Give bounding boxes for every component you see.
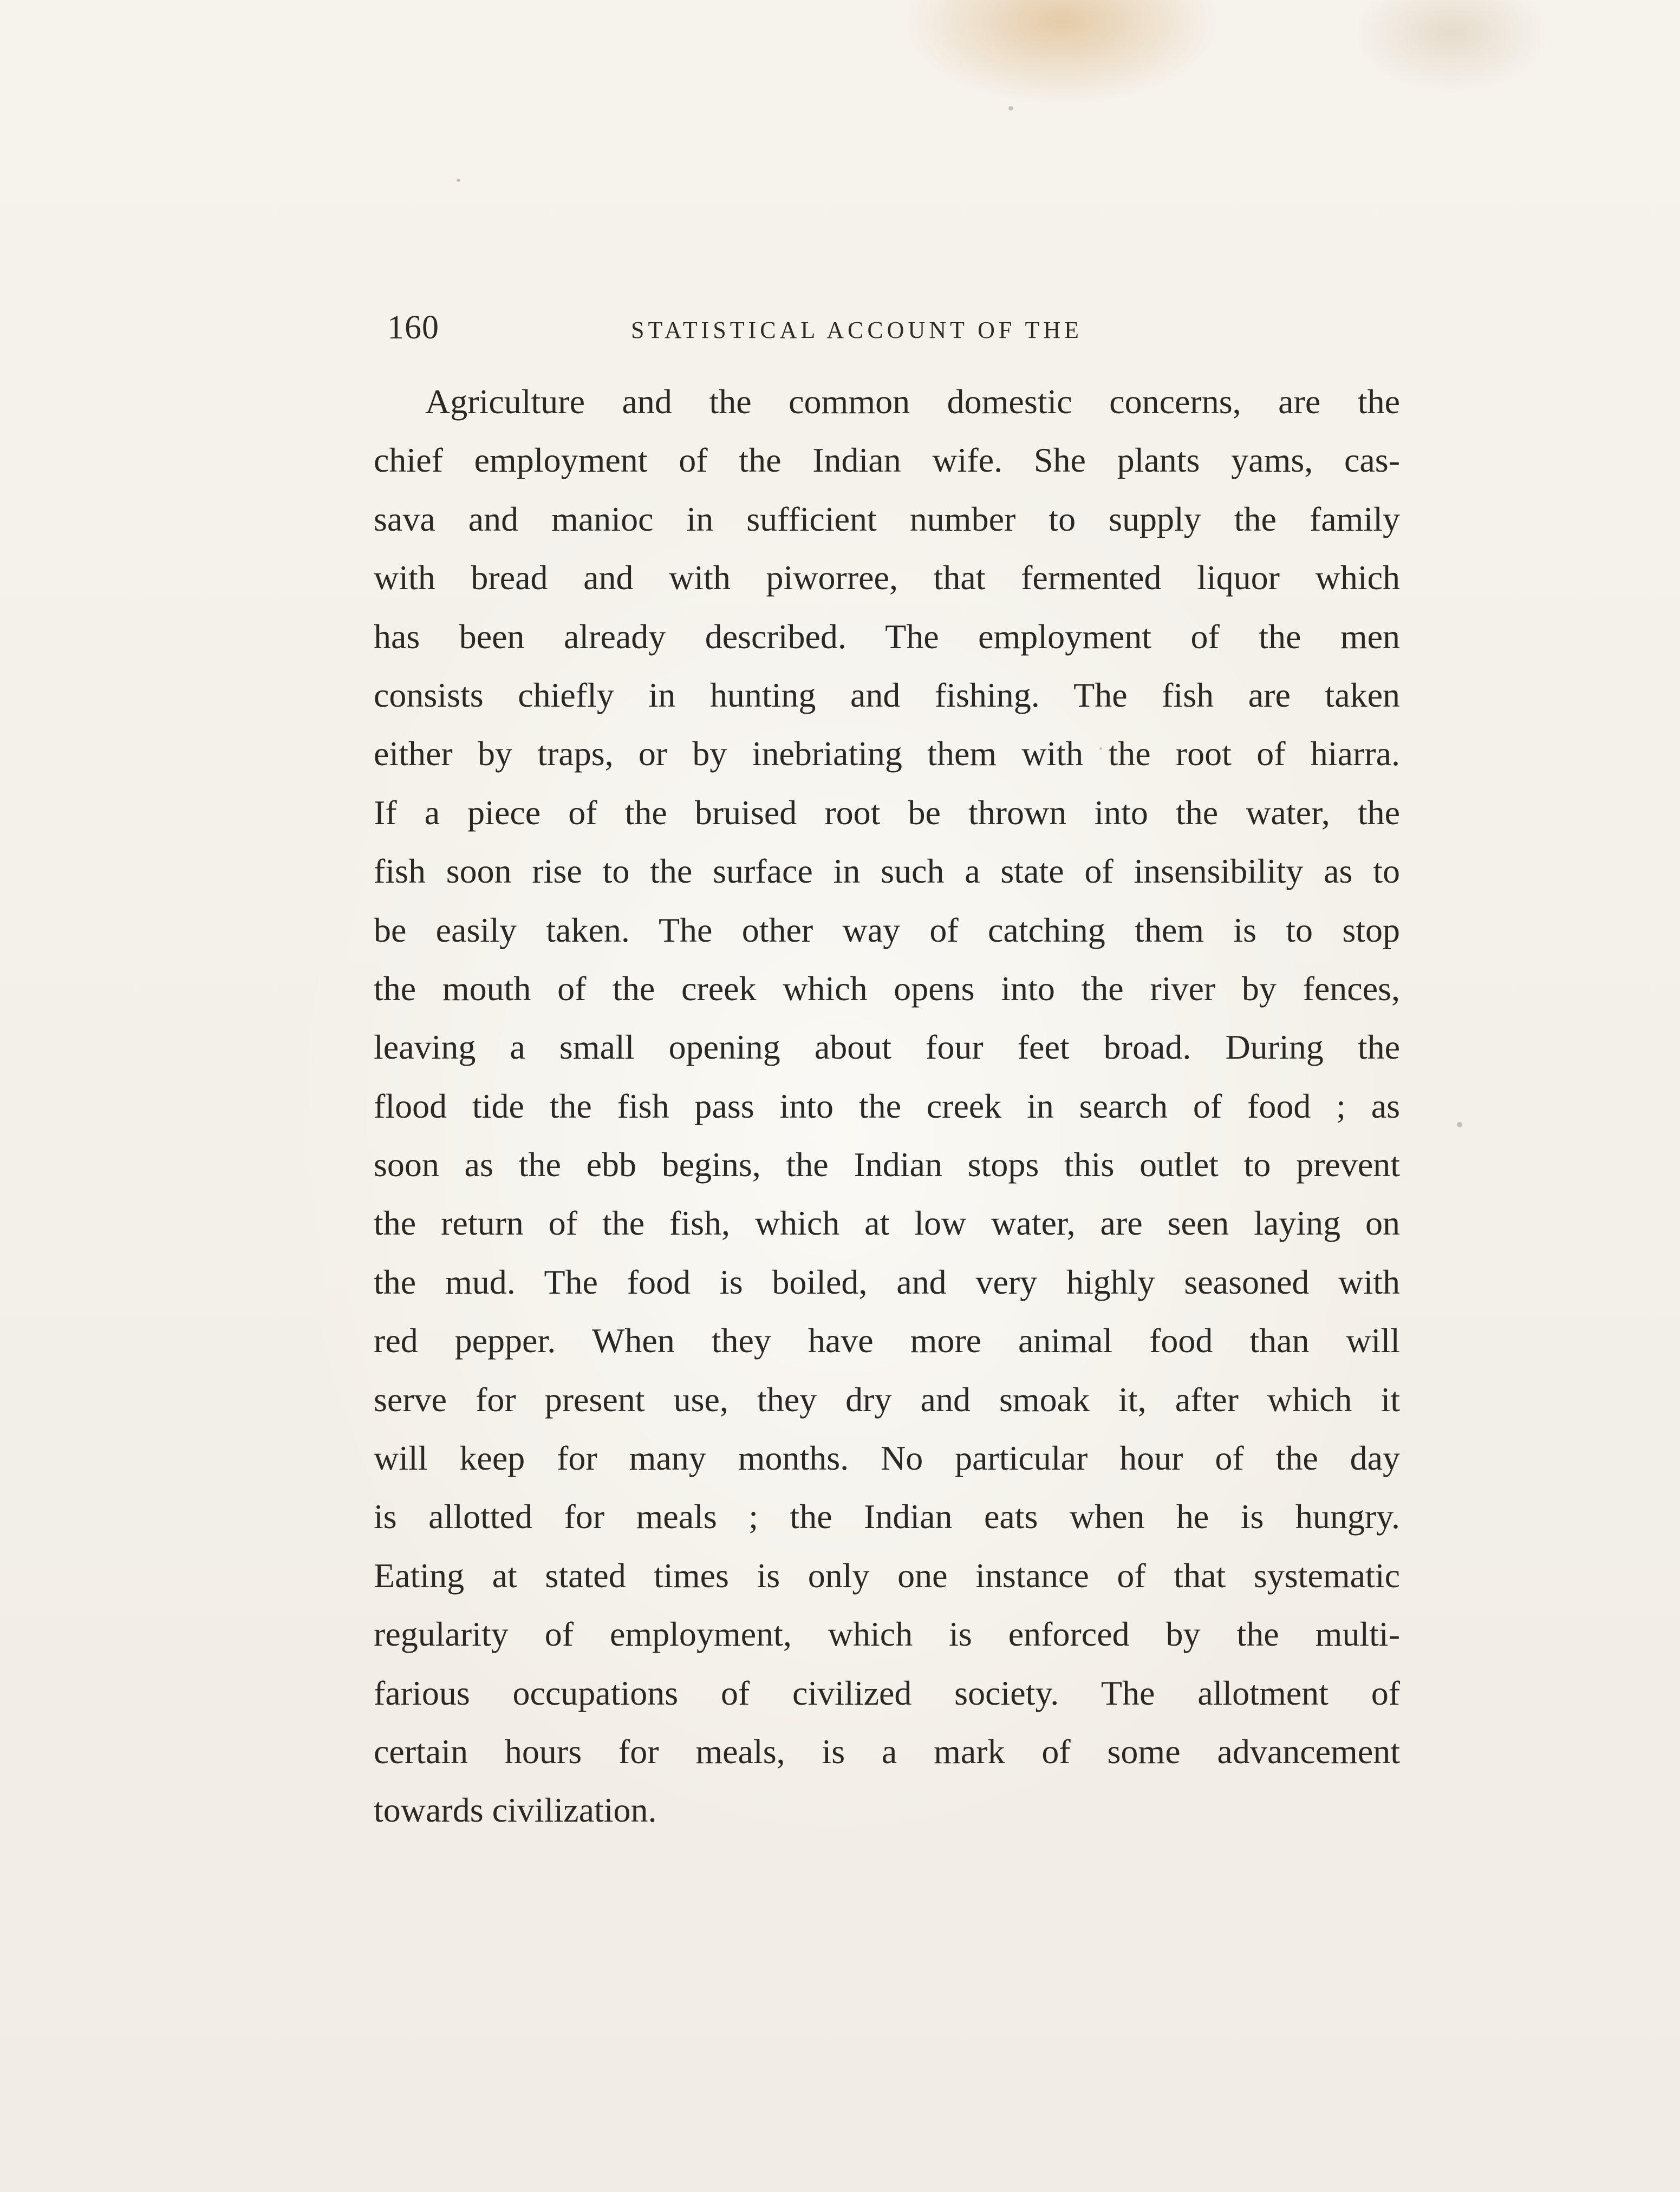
foxing-spot [1008,106,1013,110]
text-line: with bread and with piworree, that fermented liquor which [374,558,1400,597]
running-head [387,309,1156,352]
text-line: regularity of employment, which is enforced by the multi- [374,1615,1400,1654]
text-line: be easily taken. The other way of catching them is to stop [374,910,1400,949]
text-line: is allotted for meals ; the Indian eats when he is hungry. [374,1497,1400,1536]
text-line: the return of the fish, which at low water, are seen laying on [374,1204,1400,1243]
text-line: either by traps, or by inebriating them with the root of hiarra. [374,734,1400,773]
foxing-spot [1457,1122,1462,1127]
text-line: soon as the ebb begins, the Indian stops this outlet to prevent [374,1145,1400,1184]
text-line: certain hours for meals, is a mark of some advancement [374,1732,1400,1771]
text-line: serve for present use, they dry and smoak it, after which it [374,1380,1400,1419]
text-line: flood tide the fish pass into the creek in search of food ; as [374,1086,1400,1125]
text-line: towards civilization. [374,1791,657,1830]
text-line: Eating at stated times is only one instance of that systematic [374,1556,1400,1595]
text-line: leaving a small opening about four feet broad. During the [374,1028,1400,1067]
foxing-spot [457,179,460,182]
text-line: has been already described. The employment of the men [374,617,1400,656]
text-line: If a piece of the bruised root be thrown into the water, the [374,793,1400,832]
text-line: Agriculture and the common domestic concerns, are the [425,382,1400,421]
text-line: consists chiefly in hunting and fishing. The fish are taken [374,675,1400,714]
text-line: fish soon rise to the surface in such a state of insensibility as to [374,852,1400,891]
text-line: farious occupations of civilized society. The allotment of [374,1673,1400,1712]
page-number: 160 [387,309,439,346]
running-title: STATISTICAL ACCOUNT OF THE [631,317,1083,343]
text-line: the mouth of the creek which opens into the river by fences, [374,969,1400,1008]
text-line: red pepper. When they have more animal food than will [374,1321,1400,1360]
text-line: sava and manioc in sufficient number to supply the family [374,499,1400,538]
body-paragraph [374,373,1400,1840]
text-line: chief employment of the Indian wife. She plants yams, cas- [374,441,1400,480]
text-line: the mud. The food is boiled, and very highly seasoned with [374,1262,1400,1301]
text-line: will keep for many months. No particular hour of the day [374,1439,1400,1478]
